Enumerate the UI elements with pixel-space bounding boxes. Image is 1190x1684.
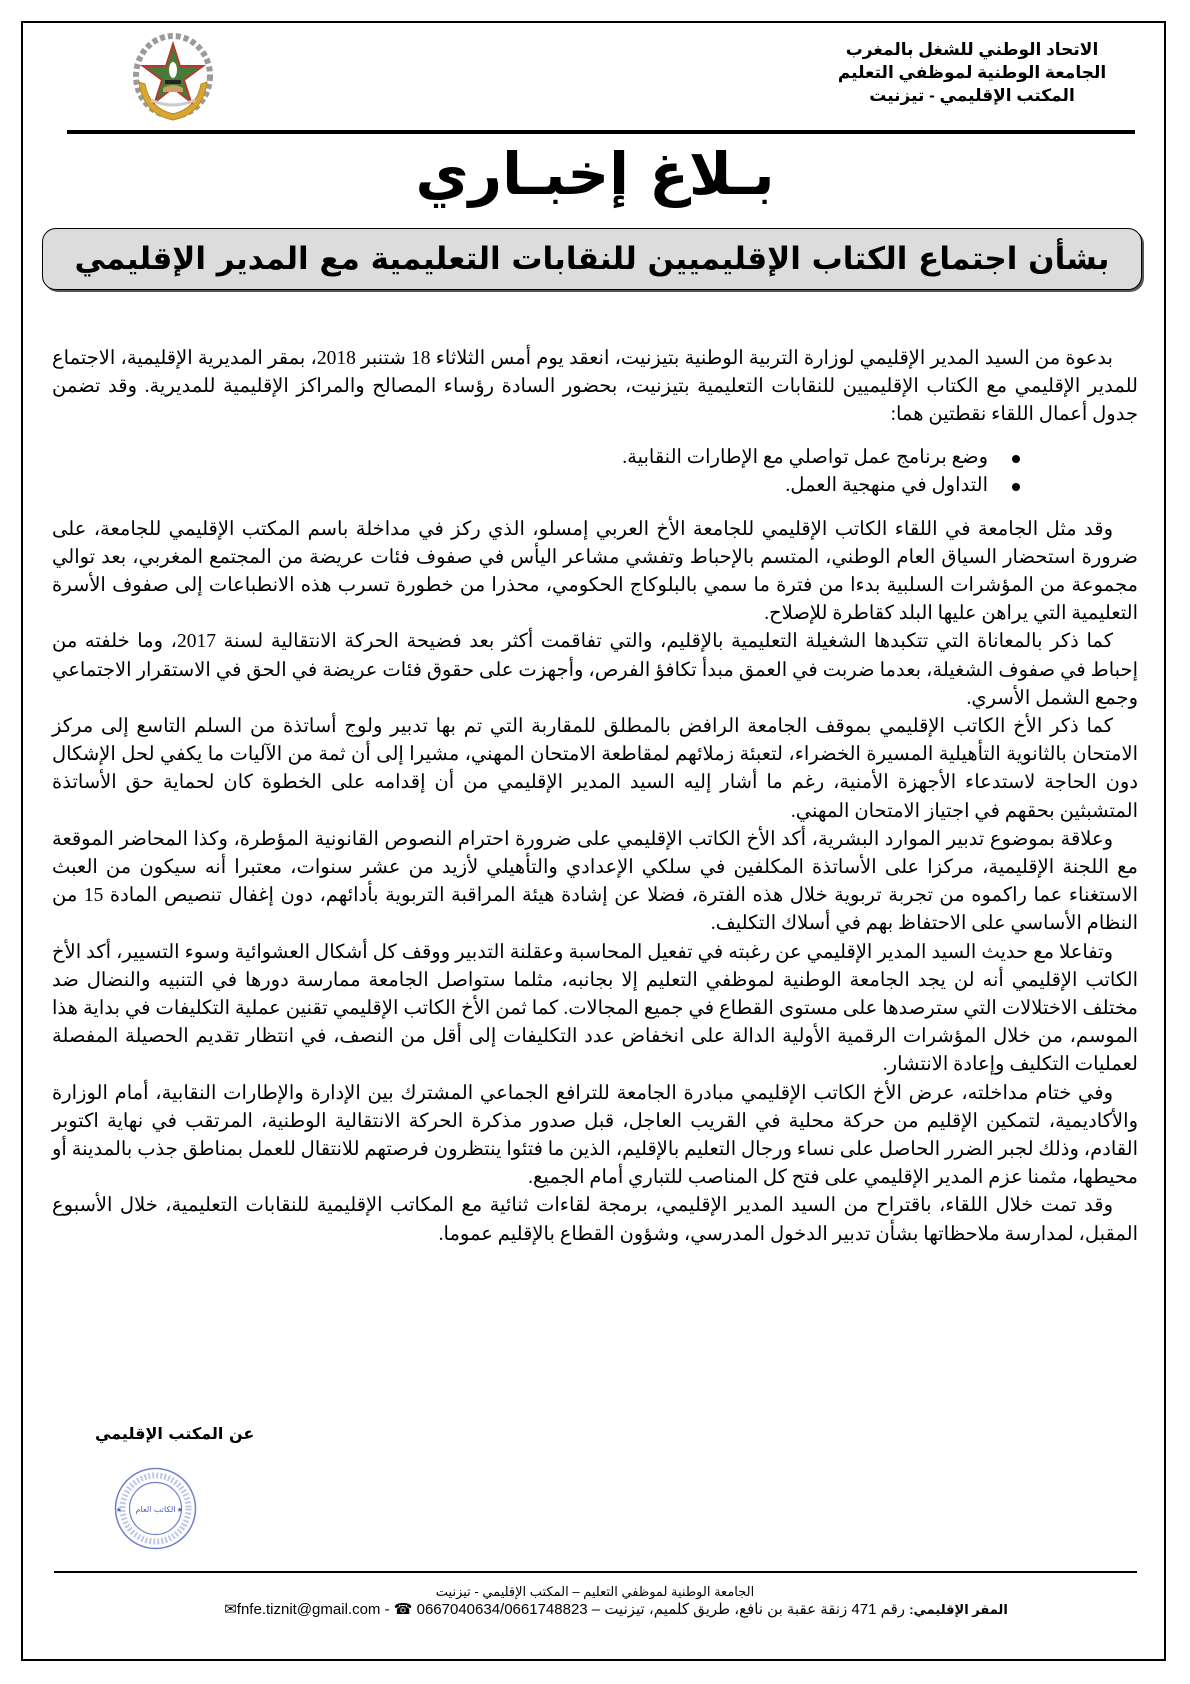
document-title: بـلاغ إخبـاري: [415, 140, 775, 208]
phone-numbers: 0667040634/0661748823: [416, 1601, 588, 1618]
union-emblem-icon: [133, 30, 213, 126]
signoff: عن المكتب الإقليمي: [95, 1424, 255, 1443]
body-paragraph: وعلاقة بموضوع تدبير الموارد البشرية، أكد الأخ الكاتب الإقليمي على ضرورة احترام النصوص القانونية المؤطرة، وكذا المحاضر الموقعة مع اللجنة الإقليمية، مركزا على الأساتذة المكلفين في سلكي الإعدادي والتأهيلي لأزيد من عشر سنوات، معتبرا أنه سيكون من العبث الاستغناء عما راكموه من تجربة تربوية خلال هذه الفترة، فضلا عن إشادة هيئة المراقبة التربوية بأدائهم، دون إغفال تنصيص المادة 15 من النظام الأساسي على الاحتفاظ بهم في أسلاك التكليف.: [52, 828, 1139, 935]
address-label: المقر الإقليمي:: [909, 1602, 1008, 1617]
official-stamp-icon: [113, 1466, 198, 1551]
svg-text:★: ★: [115, 1507, 122, 1514]
email-icon: ✉: [224, 1601, 237, 1618]
body-paragraph: وقد مثل الجامعة في اللقاء الكاتب الإقليمي للجامعة الأخ العربي إمسلو، الذي ركز في مداخلة باسم المكتب الإقليمي للجامعة، على ضرورة استحضار السياق العام الوطني، المتسم بالإحباط وتفشي مشاعر اليأس في صفوف فئات عريضة من المجتمع المغربي، بعد توالي مجموعة من المؤشرات السلبية بدءا من فترة ما سمي بالبلوكاج الحكومي، محذرا من خطورة تسرب هذه الانطباعات إلى صفوف الأسرة التعليمية التي يراهن عليها البلد كقاطرة للإصلاح.: [52, 518, 1138, 625]
subject-box: [42, 228, 1142, 290]
dash: -: [384, 1601, 390, 1618]
contact-ltr: [224, 1601, 587, 1618]
header-divider: [67, 130, 1135, 134]
org-line-union: الاتحاد الوطني للشغل بالمغرب: [845, 40, 1099, 59]
bullet-icon: [1012, 483, 1020, 491]
body-paragraph: وفي ختام مداخلته، عرض الأخ الكاتب الإقليمي مبادرة الجامعة للترافع الجماعي المشترك بين الإدارة والإطارات النقابية، أمام الوزارة والأكاديمية، لتمكين الإقليم من حركة محلية في القريب العاجل، قبل صدور مذكرة الحركة الانتقالية الوطنية، المرتقب في نهاية اكتوبر القادم، وذلك لجبر الضرر الحاصل على نساء ورجال التعليم بالإقليم، الذين ما فتئوا ينتظرون فرصتهم للانتقال للعمل بمناطق جذب بالمدينة أو محيطها، مثمنا عزم المدير الإقليمي على فتح كل المناصب للتباري أمام الجميع.: [52, 1082, 1138, 1189]
email-link[interactable]: fnfe.tiznit@gmail.com: [236, 1601, 381, 1618]
svg-text:★: ★: [176, 1507, 183, 1514]
phone-icon: ☎: [393, 1601, 413, 1618]
bullet-icon: [1012, 455, 1020, 463]
body-paragraph: وتفاعلا مع حديث السيد المدير الإقليمي عن رغبته في تفعيل المحاسبة وعقلنة التدبير ووقف كل أشكال العشوائية وسوء التسيير، أكد الأخ الكاتب الإقليمي أنه لن يجد الجامعة الوطنية لموظفي التعليم إلا بجانبه، مثلما ستواصل الجامعة ممارسة دورها في التنبيه والنضال ضد مختلف الاختلالات التي سترصدها على مستوى القطاع في جميع المجالات. كما ثمن الأخ الكاتب الإقليمي تقنين عملية التكليفات في بداية هذا الموسم، من خلال المؤشرات الرقمية الأولية الدالة على انخفاض عدد التكليفات إلى أقل من النصف، في انتظار تقديم الحصيلة المفصلة لعمليات التكليف وإعادة الانتشار.: [52, 941, 1138, 1076]
body-paragraph: كما ذكر بالمعاناة التي تتكبدها الشغيلة التعليمية بالإقليم، والتي تفاقمت أكثر بعد فضيحة الحركة الانتقالية لسنة 2017، وما خلفته من إحباط في صفوف الشغيلة، بعدما ضربت في العمق مبدأ تكافؤ الفرص، وأجهزت على حقوق فئات عريضة في الحق في الاستقرار الاجتماعي وجمع الشمل الأسري.: [52, 631, 1138, 709]
agenda-item-text: التداول في منهجية العمل.: [785, 474, 988, 496]
agenda-item: [52, 444, 1020, 472]
address-text: رقم 471 زنقة عقبة بن نافع، طريق كلميم، تيزنيت: [604, 1601, 906, 1618]
footer-divider: [54, 1571, 1137, 1573]
agenda-list: [52, 444, 1138, 500]
body-paragraph: كما ذكر الأخ الكاتب الإقليمي بموقف الجامعة الرافض بالمطلق للمقاربة التي تم بها تدبير ولوج أساتذة من السلم التاسع إلى مركز الامتحان بالثانوية التأهيلية المسيرة الخضراء، لتعبئة زملائهم لمقاطعة الامتحان المهني، مشيرا إلى أن ثمة من الآليات ما يكفي لحل الإشكال دون الحاجة لاستدعاء الأجهزة الأمنية، رغم ما أشار إليه السيد المدير الإقليمي من أن إقدامه على الخطوة كان لحماية حق الأساتذة المتشبثين بحقهم في اجتياز الامتحان المهني.: [52, 716, 1138, 822]
org-line-federation: الجامعة الوطنية لموظفي التعليم: [837, 63, 1107, 82]
agenda-item: [52, 472, 1020, 500]
stamp-center-text: الكاتب العام: [135, 1505, 176, 1514]
document-subject: بشأن اجتماع الكتاب الإقليميين للنقابات التعليمية مع المدير الإقليمي: [74, 241, 1110, 277]
org-line-office: المكتب الإقليمي - تيزنيت: [869, 86, 1075, 105]
intro-paragraph: بدعوة من السيد المدير الإقليمي لوزارة التربية الوطنية بتيزنيت، انعقد يوم أمس الثلاثاء 18 شتنبر 2018، بمقر المديرية الإقليمية، الاجتماع للمدير الإقليمي مع الكتاب الإقليميين للنقابات التعليمية بتيزنيت، بحضور السادة رؤساء المصالح والمراكز الإقليمية للمديرية. وقد تضمن جدول أعمال اللقاء نقطتين هما:: [52, 348, 1138, 426]
document-body: [52, 345, 1138, 1249]
footer-contact: [118, 1600, 1114, 1620]
body-paragraph: وقد تمت خلال اللقاء، باقتراح من السيد المدير الإقليمي، برمجة لقاءات ثنائية مع المكاتب الإقليمية للنقابات التعليمية، خلال الأسبوع المقبل، لمدارسة ملاحظاتها بشأن تدبير الدخول المدرسي، وشؤون القطاع بالإقليم عموما.: [52, 1195, 1138, 1245]
separator: –: [591, 1601, 601, 1618]
organization-header: [812, 38, 1132, 107]
footer-organization: الجامعة الوطنية لموظفي التعليم – المكتب الإقليمي - تيزنيت: [435, 1584, 755, 1599]
agenda-item-text: وضع برنامج عمل تواصلي مع الإطارات النقابية.: [622, 446, 988, 468]
